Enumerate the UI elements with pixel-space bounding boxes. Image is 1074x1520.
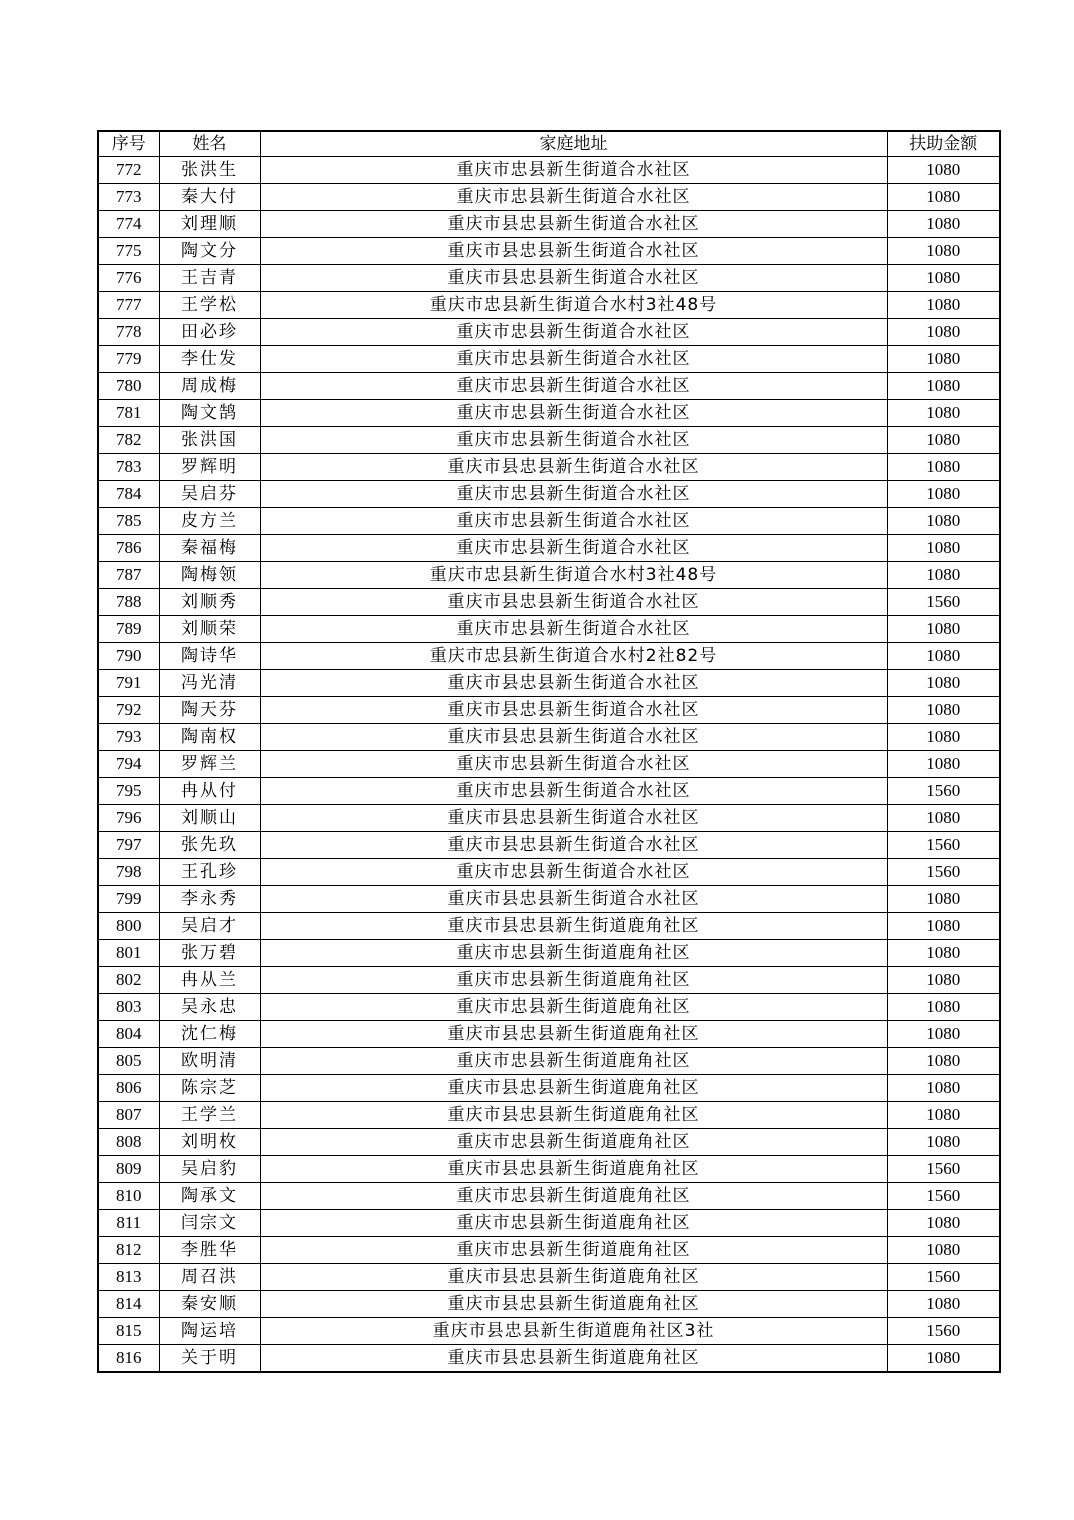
home-address-cell: 重庆市县忠县新生街道合水社区: [260, 724, 887, 751]
serial-number-cell: 809: [98, 1156, 159, 1183]
serial-number-cell: 776: [98, 265, 159, 292]
table-row: [98, 1021, 1000, 1048]
assistance-amount-cell: 1080: [887, 994, 1000, 1021]
home-address-cell: 重庆市忠县新生街道合水社区: [260, 346, 887, 373]
table-body: [98, 157, 1000, 1373]
name-cell: 陈宗芝: [159, 1075, 260, 1102]
table-row: [98, 805, 1000, 832]
home-address-cell: 重庆市县忠县新生街道合水社区: [260, 697, 887, 724]
header-serial-number: 序号: [98, 131, 159, 157]
table-row: [98, 238, 1000, 265]
home-address-cell: 重庆市忠县新生街道鹿角社区: [260, 940, 887, 967]
name-cell: 张先玖: [159, 832, 260, 859]
serial-number-cell: 791: [98, 670, 159, 697]
name-cell: 刘顺秀: [159, 589, 260, 616]
name-cell: 冯光清: [159, 670, 260, 697]
home-address-cell: 重庆市县忠县新生街道合水社区: [260, 886, 887, 913]
assistance-amount-cell: 1080: [887, 697, 1000, 724]
home-address-cell: 重庆市县忠县新生街道鹿角社区: [260, 1264, 887, 1291]
assistance-amount-cell: 1080: [887, 643, 1000, 670]
serial-number-cell: 806: [98, 1075, 159, 1102]
assistance-amount-cell: 1080: [887, 535, 1000, 562]
table-row: [98, 346, 1000, 373]
home-address-cell: 重庆市县忠县新生街道鹿角社区: [260, 1075, 887, 1102]
header-assistance-amount: 扶助金额: [887, 131, 1000, 157]
name-cell: 冉从付: [159, 778, 260, 805]
assistance-amount-cell: 1080: [887, 1048, 1000, 1075]
assistance-amount-cell: 1080: [887, 1291, 1000, 1318]
name-cell: 闫宗文: [159, 1210, 260, 1237]
home-address-cell: 重庆市忠县新生街道合水社区: [260, 157, 887, 184]
serial-number-cell: 805: [98, 1048, 159, 1075]
assistance-amount-cell: 1080: [887, 616, 1000, 643]
name-cell: 王孔珍: [159, 859, 260, 886]
serial-number-cell: 777: [98, 292, 159, 319]
name-cell: 吴启豹: [159, 1156, 260, 1183]
name-cell: 秦大付: [159, 184, 260, 211]
home-address-cell: 重庆市忠县新生街道合水社区: [260, 184, 887, 211]
name-cell: 吴启才: [159, 913, 260, 940]
table-row: [98, 1264, 1000, 1291]
home-address-cell: 重庆市县忠县新生街道合水社区: [260, 589, 887, 616]
assistance-amount-cell: 1080: [887, 751, 1000, 778]
table-row: [98, 1210, 1000, 1237]
table-row: [98, 832, 1000, 859]
assistance-roster-table: [97, 130, 1001, 1373]
home-address-cell: 重庆市忠县新生街道合水社区: [260, 616, 887, 643]
assistance-amount-cell: 1080: [887, 400, 1000, 427]
serial-number-cell: 811: [98, 1210, 159, 1237]
serial-number-cell: 778: [98, 319, 159, 346]
header-row: [98, 131, 1000, 157]
assistance-amount-cell: 1080: [887, 1345, 1000, 1373]
name-cell: 陶运培: [159, 1318, 260, 1345]
serial-number-cell: 812: [98, 1237, 159, 1264]
assistance-amount-cell: 1560: [887, 1318, 1000, 1345]
header-name: 姓名: [159, 131, 260, 157]
home-address-cell: 重庆市忠县新生街道合水社区: [260, 400, 887, 427]
serial-number-cell: 794: [98, 751, 159, 778]
home-address-cell: 重庆市忠县新生街道合水村3社48号: [260, 292, 887, 319]
table-row: [98, 1129, 1000, 1156]
table-row: [98, 589, 1000, 616]
name-cell: 皮方兰: [159, 508, 260, 535]
table-row: [98, 319, 1000, 346]
table-row: [98, 751, 1000, 778]
home-address-cell: 重庆市忠县新生街道鹿角社区: [260, 994, 887, 1021]
table-row: [98, 508, 1000, 535]
assistance-amount-cell: 1080: [887, 319, 1000, 346]
assistance-amount-cell: 1080: [887, 373, 1000, 400]
name-cell: 陶承文: [159, 1183, 260, 1210]
name-cell: 陶文分: [159, 238, 260, 265]
serial-number-cell: 804: [98, 1021, 159, 1048]
table-header: [98, 131, 1000, 157]
serial-number-cell: 783: [98, 454, 159, 481]
serial-number-cell: 813: [98, 1264, 159, 1291]
serial-number-cell: 802: [98, 967, 159, 994]
table-row: [98, 1156, 1000, 1183]
table-row: [98, 913, 1000, 940]
home-address-cell: 重庆市忠县新生街道鹿角社区: [260, 1048, 887, 1075]
assistance-amount-cell: 1080: [887, 805, 1000, 832]
serial-number-cell: 807: [98, 1102, 159, 1129]
home-address-cell: 重庆市县忠县新生街道合水社区: [260, 805, 887, 832]
assistance-amount-cell: 1080: [887, 940, 1000, 967]
home-address-cell: 重庆市县忠县新生街道鹿角社区: [260, 1156, 887, 1183]
serial-number-cell: 773: [98, 184, 159, 211]
table-row: [98, 1237, 1000, 1264]
table-row: [98, 1048, 1000, 1075]
serial-number-cell: 795: [98, 778, 159, 805]
assistance-amount-cell: 1080: [887, 454, 1000, 481]
table-row: [98, 481, 1000, 508]
serial-number-cell: 801: [98, 940, 159, 967]
name-cell: 刘明枚: [159, 1129, 260, 1156]
name-cell: 王吉青: [159, 265, 260, 292]
table-row: [98, 292, 1000, 319]
serial-number-cell: 775: [98, 238, 159, 265]
assistance-amount-cell: 1080: [887, 886, 1000, 913]
serial-number-cell: 793: [98, 724, 159, 751]
table-row: [98, 562, 1000, 589]
home-address-cell: 重庆市县忠县新生街道合水社区: [260, 832, 887, 859]
table-row: [98, 265, 1000, 292]
table-row: [98, 967, 1000, 994]
serial-number-cell: 780: [98, 373, 159, 400]
assistance-amount-cell: 1080: [887, 1210, 1000, 1237]
name-cell: 陶南权: [159, 724, 260, 751]
home-address-cell: 重庆市县忠县新生街道鹿角社区: [260, 1021, 887, 1048]
name-cell: 王学松: [159, 292, 260, 319]
home-address-cell: 重庆市忠县新生街道合水村2社82号: [260, 643, 887, 670]
serial-number-cell: 789: [98, 616, 159, 643]
serial-number-cell: 784: [98, 481, 159, 508]
serial-number-cell: 792: [98, 697, 159, 724]
home-address-cell: 重庆市忠县新生街道合水社区: [260, 373, 887, 400]
table-row: [98, 373, 1000, 400]
assistance-amount-cell: 1080: [887, 670, 1000, 697]
name-cell: 关于明: [159, 1345, 260, 1373]
name-cell: 田必珍: [159, 319, 260, 346]
assistance-amount-cell: 1080: [887, 724, 1000, 751]
home-address-cell: 重庆市忠县新生街道合水社区: [260, 778, 887, 805]
table-row: [98, 1318, 1000, 1345]
serial-number-cell: 816: [98, 1345, 159, 1373]
assistance-amount-cell: 1080: [887, 967, 1000, 994]
name-cell: 秦福梅: [159, 535, 260, 562]
assistance-amount-cell: 1560: [887, 778, 1000, 805]
name-cell: 陶梅领: [159, 562, 260, 589]
name-cell: 陶天芬: [159, 697, 260, 724]
name-cell: 欧明清: [159, 1048, 260, 1075]
assistance-amount-cell: 1080: [887, 211, 1000, 238]
serial-number-cell: 798: [98, 859, 159, 886]
name-cell: 冉从兰: [159, 967, 260, 994]
name-cell: 沈仁梅: [159, 1021, 260, 1048]
serial-number-cell: 808: [98, 1129, 159, 1156]
assistance-amount-cell: 1080: [887, 508, 1000, 535]
assistance-amount-cell: 1080: [887, 1021, 1000, 1048]
serial-number-cell: 787: [98, 562, 159, 589]
serial-number-cell: 810: [98, 1183, 159, 1210]
table-row: [98, 400, 1000, 427]
serial-number-cell: 782: [98, 427, 159, 454]
assistance-amount-cell: 1560: [887, 589, 1000, 616]
home-address-cell: 重庆市忠县新生街道鹿角社区: [260, 1237, 887, 1264]
home-address-cell: 重庆市忠县新生街道合水社区: [260, 481, 887, 508]
assistance-amount-cell: 1080: [887, 427, 1000, 454]
table-row: [98, 859, 1000, 886]
assistance-amount-cell: 1080: [887, 184, 1000, 211]
assistance-amount-cell: 1080: [887, 1075, 1000, 1102]
home-address-cell: 重庆市县忠县新生街道鹿角社区3社: [260, 1318, 887, 1345]
table-row: [98, 1291, 1000, 1318]
home-address-cell: 重庆市县忠县新生街道鹿角社区: [260, 1102, 887, 1129]
assistance-amount-cell: 1560: [887, 1156, 1000, 1183]
home-address-cell: 重庆市县忠县新生街道合水社区: [260, 238, 887, 265]
home-address-cell: 重庆市县忠县新生街道鹿角社区: [260, 1291, 887, 1318]
serial-number-cell: 803: [98, 994, 159, 1021]
table-row: [98, 994, 1000, 1021]
table-row: [98, 1075, 1000, 1102]
home-address-cell: 重庆市忠县新生街道合水社区: [260, 535, 887, 562]
serial-number-cell: 814: [98, 1291, 159, 1318]
table-row: [98, 184, 1000, 211]
home-address-cell: 重庆市忠县新生街道合水村3社48号: [260, 562, 887, 589]
name-cell: 张洪生: [159, 157, 260, 184]
name-cell: 周成梅: [159, 373, 260, 400]
serial-number-cell: 800: [98, 913, 159, 940]
serial-number-cell: 779: [98, 346, 159, 373]
home-address-cell: 重庆市忠县新生街道鹿角社区: [260, 1210, 887, 1237]
home-address-cell: 重庆市忠县新生街道合水社区: [260, 319, 887, 346]
name-cell: 罗辉兰: [159, 751, 260, 778]
assistance-amount-cell: 1560: [887, 832, 1000, 859]
name-cell: 李仕发: [159, 346, 260, 373]
table-row: [98, 940, 1000, 967]
serial-number-cell: 772: [98, 157, 159, 184]
table-row: [98, 454, 1000, 481]
name-cell: 刘顺荣: [159, 616, 260, 643]
table-row: [98, 697, 1000, 724]
home-address-cell: 重庆市县忠县新生街道合水社区: [260, 265, 887, 292]
serial-number-cell: 790: [98, 643, 159, 670]
name-cell: 刘理顺: [159, 211, 260, 238]
home-address-cell: 重庆市县忠县新生街道鹿角社区: [260, 1345, 887, 1373]
serial-number-cell: 786: [98, 535, 159, 562]
assistance-amount-cell: 1080: [887, 1129, 1000, 1156]
table-row: [98, 157, 1000, 184]
assistance-amount-cell: 1080: [887, 1102, 1000, 1129]
name-cell: 李胜华: [159, 1237, 260, 1264]
name-cell: 刘顺山: [159, 805, 260, 832]
name-cell: 吴启芬: [159, 481, 260, 508]
table-row: [98, 670, 1000, 697]
assistance-amount-cell: 1080: [887, 481, 1000, 508]
serial-number-cell: 799: [98, 886, 159, 913]
home-address-cell: 重庆市忠县新生街道合水社区: [260, 859, 887, 886]
home-address-cell: 重庆市县忠县新生街道合水社区: [260, 454, 887, 481]
home-address-cell: 重庆市县忠县新生街道鹿角社区: [260, 913, 887, 940]
name-cell: 吴永忠: [159, 994, 260, 1021]
serial-number-cell: 796: [98, 805, 159, 832]
serial-number-cell: 785: [98, 508, 159, 535]
serial-number-cell: 797: [98, 832, 159, 859]
home-address-cell: 重庆市忠县新生街道合水社区: [260, 751, 887, 778]
name-cell: 李永秀: [159, 886, 260, 913]
table-row: [98, 211, 1000, 238]
name-cell: 张洪国: [159, 427, 260, 454]
assistance-amount-cell: 1560: [887, 1183, 1000, 1210]
table-row: [98, 616, 1000, 643]
table-row: [98, 778, 1000, 805]
home-address-cell: 重庆市县忠县新生街道合水社区: [260, 211, 887, 238]
table-row: [98, 643, 1000, 670]
assistance-amount-cell: 1080: [887, 292, 1000, 319]
name-cell: 陶诗华: [159, 643, 260, 670]
name-cell: 张万碧: [159, 940, 260, 967]
assistance-amount-cell: 1080: [887, 913, 1000, 940]
table-row: [98, 1102, 1000, 1129]
home-address-cell: 重庆市县忠县新生街道合水社区: [260, 670, 887, 697]
table-row: [98, 1183, 1000, 1210]
table-row: [98, 535, 1000, 562]
assistance-amount-cell: 1560: [887, 859, 1000, 886]
assistance-amount-cell: 1080: [887, 562, 1000, 589]
table-row: [98, 724, 1000, 751]
name-cell: 罗辉明: [159, 454, 260, 481]
assistance-amount-cell: 1080: [887, 346, 1000, 373]
home-address-cell: 重庆市忠县新生街道鹿角社区: [260, 1183, 887, 1210]
serial-number-cell: 788: [98, 589, 159, 616]
home-address-cell: 重庆市忠县新生街道鹿角社区: [260, 967, 887, 994]
serial-number-cell: 774: [98, 211, 159, 238]
assistance-amount-cell: 1080: [887, 1237, 1000, 1264]
serial-number-cell: 815: [98, 1318, 159, 1345]
assistance-amount-cell: 1080: [887, 238, 1000, 265]
name-cell: 王学兰: [159, 1102, 260, 1129]
table-row: [98, 1345, 1000, 1373]
home-address-cell: 重庆市忠县新生街道鹿角社区: [260, 1129, 887, 1156]
home-address-cell: 重庆市忠县新生街道合水社区: [260, 508, 887, 535]
serial-number-cell: 781: [98, 400, 159, 427]
assistance-amount-cell: 1080: [887, 157, 1000, 184]
assistance-amount-cell: 1560: [887, 1264, 1000, 1291]
assistance-amount-cell: 1080: [887, 265, 1000, 292]
table-row: [98, 427, 1000, 454]
table-row: [98, 886, 1000, 913]
name-cell: 陶文鹄: [159, 400, 260, 427]
name-cell: 周召洪: [159, 1264, 260, 1291]
home-address-cell: 重庆市忠县新生街道合水社区: [260, 427, 887, 454]
name-cell: 秦安顺: [159, 1291, 260, 1318]
header-home-address: 家庭地址: [260, 131, 887, 157]
